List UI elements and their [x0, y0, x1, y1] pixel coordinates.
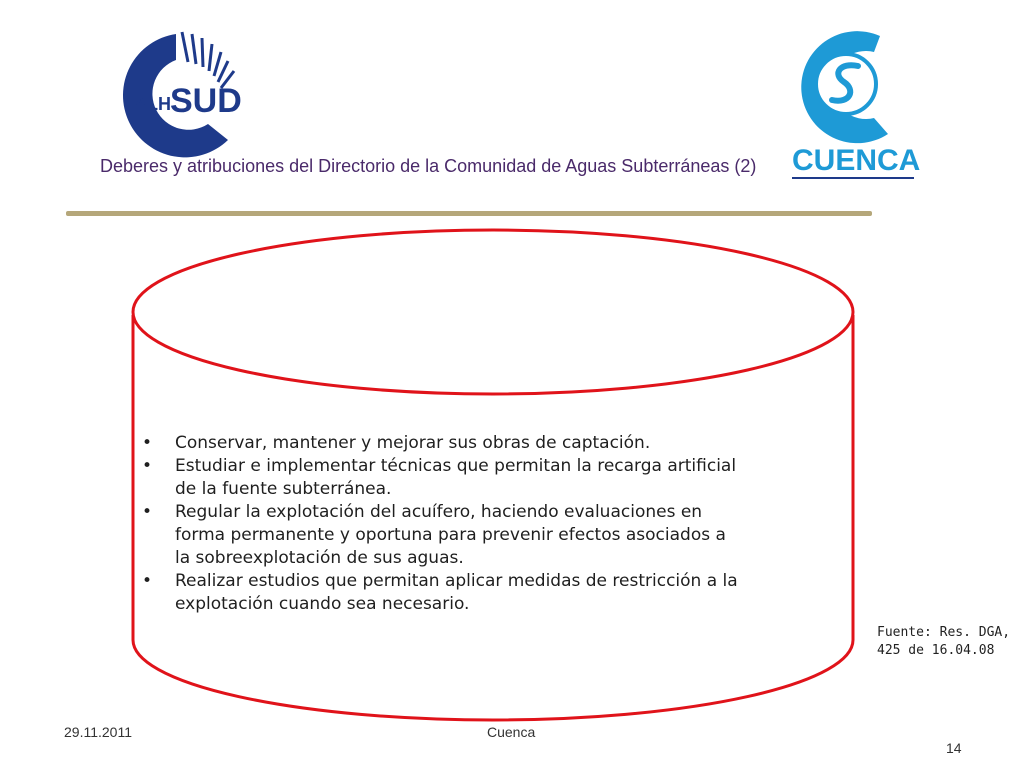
svg-text:CUENCA: CUENCA — [792, 144, 920, 177]
bullet-line: Regular la explotación del acuífero, haciendo evaluaciones en — [175, 502, 703, 522]
list-item — [140, 432, 840, 455]
list-item — [140, 570, 840, 616]
footer-date: 29.11.2011 — [64, 724, 132, 740]
bullet-line: de la fuente subterránea. — [175, 479, 392, 499]
list-item — [140, 455, 840, 501]
source-line: 425 de 16.04.08 — [877, 643, 995, 658]
bullet-line: Conservar, mantener y mejorar sus obras de captación. — [175, 433, 651, 453]
slide-title: Deberes y atribuciones del Directorio de la Comunidad de Aguas Subterráneas (2) — [100, 156, 757, 176]
bullet-line: la sobreexplotación de sus aguas. — [175, 548, 464, 568]
bullet-line: forma permanente y oportuna para prevenir efectos asociados a — [175, 525, 726, 545]
bullet-line: Estudiar e implementar técnicas que permitan la recarga artificial — [175, 456, 737, 476]
duties-list — [140, 432, 840, 616]
source-line: Fuente: Res. DGA, — [877, 625, 1011, 640]
page-number: 14 — [946, 740, 962, 756]
cylinder-top — [133, 230, 853, 394]
list-item — [140, 501, 840, 570]
svg-text:SUD: SUD — [170, 82, 242, 120]
footer-location: Cuenca — [487, 724, 536, 740]
source-note — [877, 624, 1023, 660]
bullet-line: explotación cuando sea necesario. — [175, 594, 470, 614]
svg-text:ALH: ALH — [134, 94, 171, 114]
bullet-line: Realizar estudios que permitan aplicar medidas de restricción a la — [175, 571, 738, 591]
